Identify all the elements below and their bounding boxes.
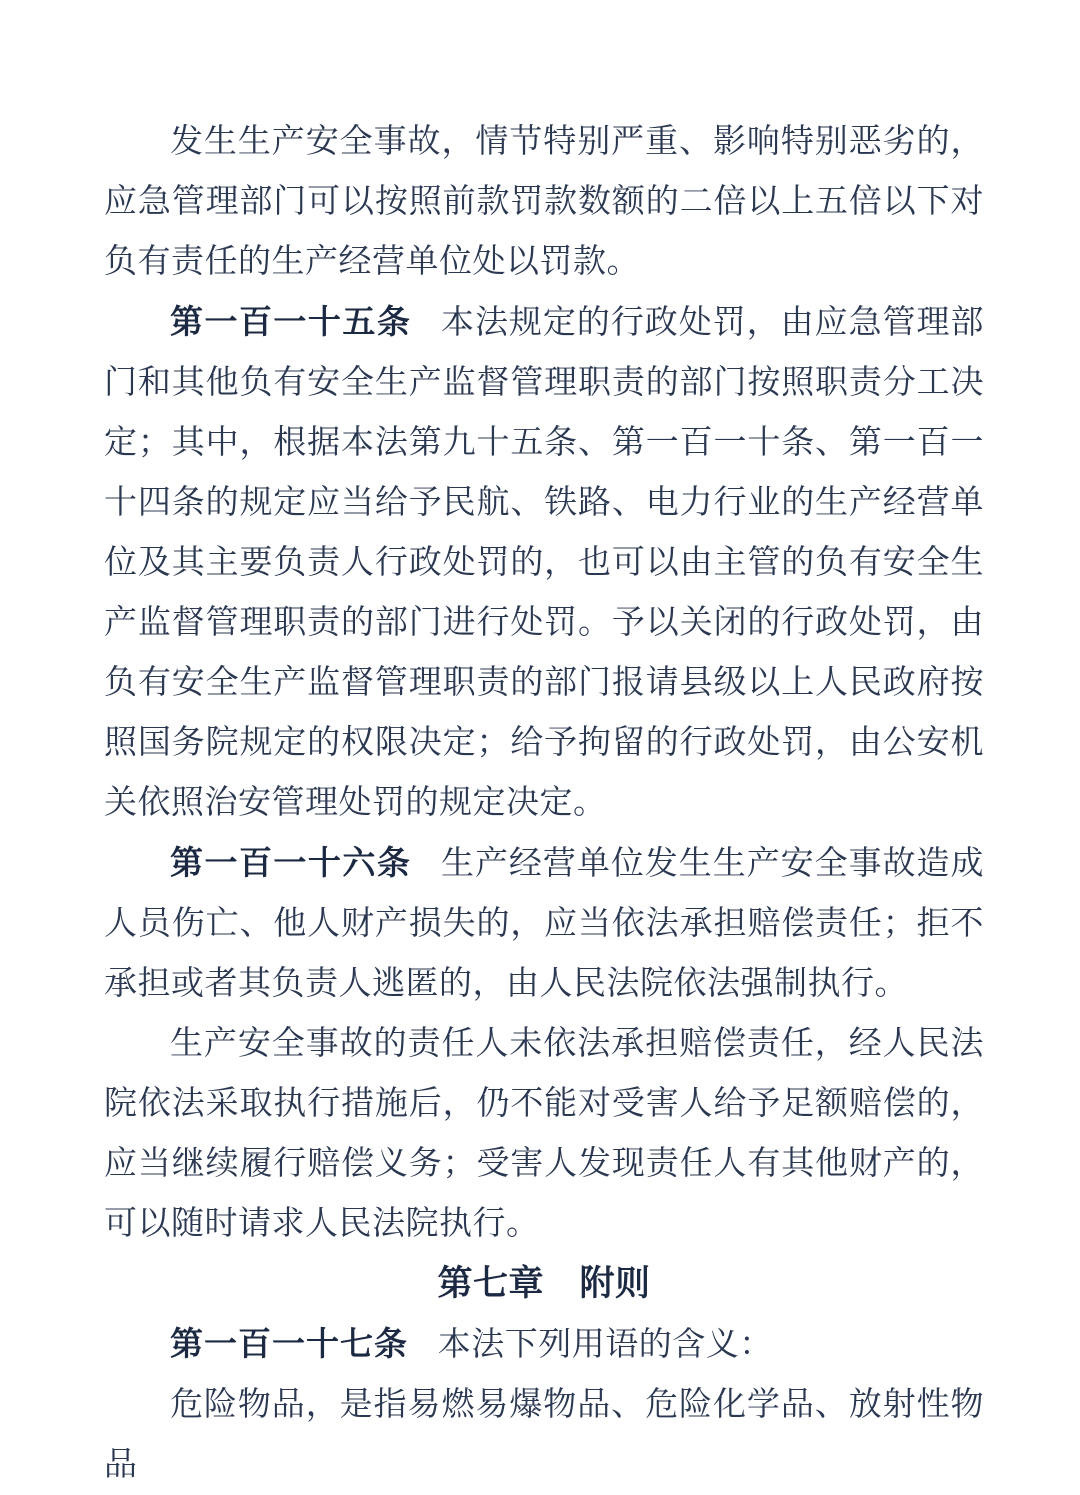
body-paragraph [104,1375,984,1495]
article-paragraph [104,1314,984,1375]
paragraph-text: 发生生产安全事故，情节特别严重、影响特别恶劣的，应急管理部门可以按照前款罚款数额的二倍以上五倍以下对负有责任的生产经营单位处以罚款。 [104,124,984,280]
article-text: 生产经营单位发生生产安全事故造成人员伤亡、他人财产损失的，应当依法承担赔偿责任；拒不承担或者其负责人逃匿的，由人民法院依法强制执行。 [104,846,984,1002]
chapter-heading-text: 第七章 附则 [437,1264,651,1303]
article-text: 本法规定的行政处罚，由应急管理部门和其他负有安全生产监督管理职责的部门按照职责分工决定；其中，根据本法第九十五条、第一百一十条、第一百一十四条的规定应当给予民航、铁路、电力行业的生产经营单位及其主要负责人行政处罚的，也可以由主管的负有安全生产监督管理职责的部门进行处罚。予以关闭的行政处罚，由负有安全生产监督管理职责的部门报请县级以上人民政府按照国务院规定的权限决定；给予拘留的行政处罚，由公安机关依照治安管理处罚的规定决定。 [104,305,984,821]
article-number-label: 第一百一十五条 [170,303,412,340]
article-paragraph [104,292,984,833]
article-text: 本法下列用语的含义： [437,1327,773,1363]
article-number-label: 第一百一十六条 [170,844,412,881]
article-number-label: 第一百一十七条 [170,1325,408,1362]
body-paragraph [104,1014,984,1254]
paragraph-text: 生产安全事故的责任人未依法承担赔偿责任，经人民法院依法采取执行措施后，仍不能对受害人给予足额赔偿的，应当继续履行赔偿义务；受害人发现责任人有其他财产的，可以随时请求人民法院执行。 [104,1026,984,1242]
paragraph-text: 危险物品，是指易燃易爆物品、危险化学品、放射性物品 [104,1387,984,1483]
article-paragraph [104,833,984,1014]
document-body [104,112,984,1495]
chapter-heading [104,1254,984,1314]
body-paragraph [104,112,984,292]
